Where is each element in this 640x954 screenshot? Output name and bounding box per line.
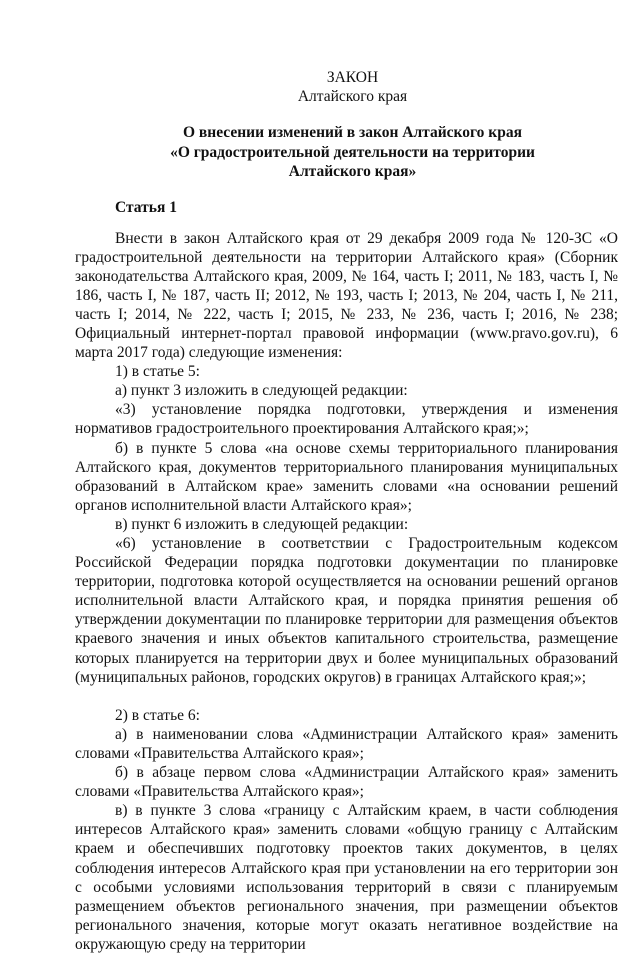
paragraph: а) в наименовании слова «Администрации Алтайского края» заменить словами «Правительства Алтайского края»; [75, 725, 618, 762]
title-line: Алтайского края» [288, 163, 417, 180]
document-type: ЗАКОН [326, 69, 379, 86]
paragraph: в) в пункте 3 слова «границу с Алтайским краем, в части соблюдения интересов Алтайского края» заменить словами «общую границу с Алтайским краем и обеспечивших подготовку проектов таких документов, в целях соблюдения интересов Алтайского края при установлении на его территории зон с особыми условиями использования территорий в связи с планируемым размещением объектов регионального значения, при размещении объектов регионального значения, которые могут оказать негативное воздействие на окружающую среду на территории [75, 802, 618, 953]
title-line: «О градостроительной деятельности на территории [170, 143, 535, 161]
paragraph: б) в пункте 5 слова «на основе схемы территориального планирования Алтайского края, документов территориального планирования муниципальных образований в Алтайском крае» заменить словами «на основании решений органов исполнительной власти Алтайского края»; [75, 439, 618, 514]
paragraph: а) пункт 3 изложить в следующей редакции: [115, 382, 408, 400]
document-region: Алтайского края [297, 88, 408, 105]
article-body [75, 229, 618, 954]
article-heading: Статья 1 [115, 198, 177, 216]
paragraph: в) пункт 6 изложить в следующей редакции: [115, 515, 409, 533]
paragraph: 1) в статье 5: [115, 363, 200, 381]
paragraph: Внести в закон Алтайского края от 29 декабря 2009 года № 120-ЗС «О градостроительной деятельности на территории Алтайского края» (Сборник законодательства Алтайского края, 2009, № 164, часть I; 2011, № 183, часть I, № 186, часть I, № 187, часть II; 2012, № 193, часть I; 2013, № 204, часть I, № 211, часть I; 2014, № 222, часть I; 2015, № 233, № 236, часть I; 2016, № 238; Официальный интернет-портал правовой информации (www.pravo.gov.ru), 6 марта 2017 года) следующие изменения: [75, 229, 618, 362]
paragraph: «6) установление в соответствии с Градостроительным кодексом Российской Федерации порядка подготовки документации по планировке территории, подготовка которой осуществляется на основании решений органов исполнительной власти Алтайского края, и порядка принятия решения об утверждении документации по планировке территории для размещения объектов краевого значения и иных объектов капитального строительства, размещение которых планируется на территории двух и более муниципальных образований (муниципальных районов, городских округов) в границах Алтайского края;»; [75, 535, 618, 686]
paragraph: 2) в статье 6: [115, 706, 200, 724]
title-line: О внесении изменений в закон Алтайского края [183, 124, 522, 141]
document-title [75, 123, 618, 182]
paragraph: б) в абзаце первом слова «Администрации Алтайского края» заменить словами «Правительства Алтайского края»; [75, 764, 618, 801]
paragraph: «3) установление порядка подготовки, утверждения и изменения нормативов градостроительного проектирования Алтайского края;»; [75, 401, 618, 438]
